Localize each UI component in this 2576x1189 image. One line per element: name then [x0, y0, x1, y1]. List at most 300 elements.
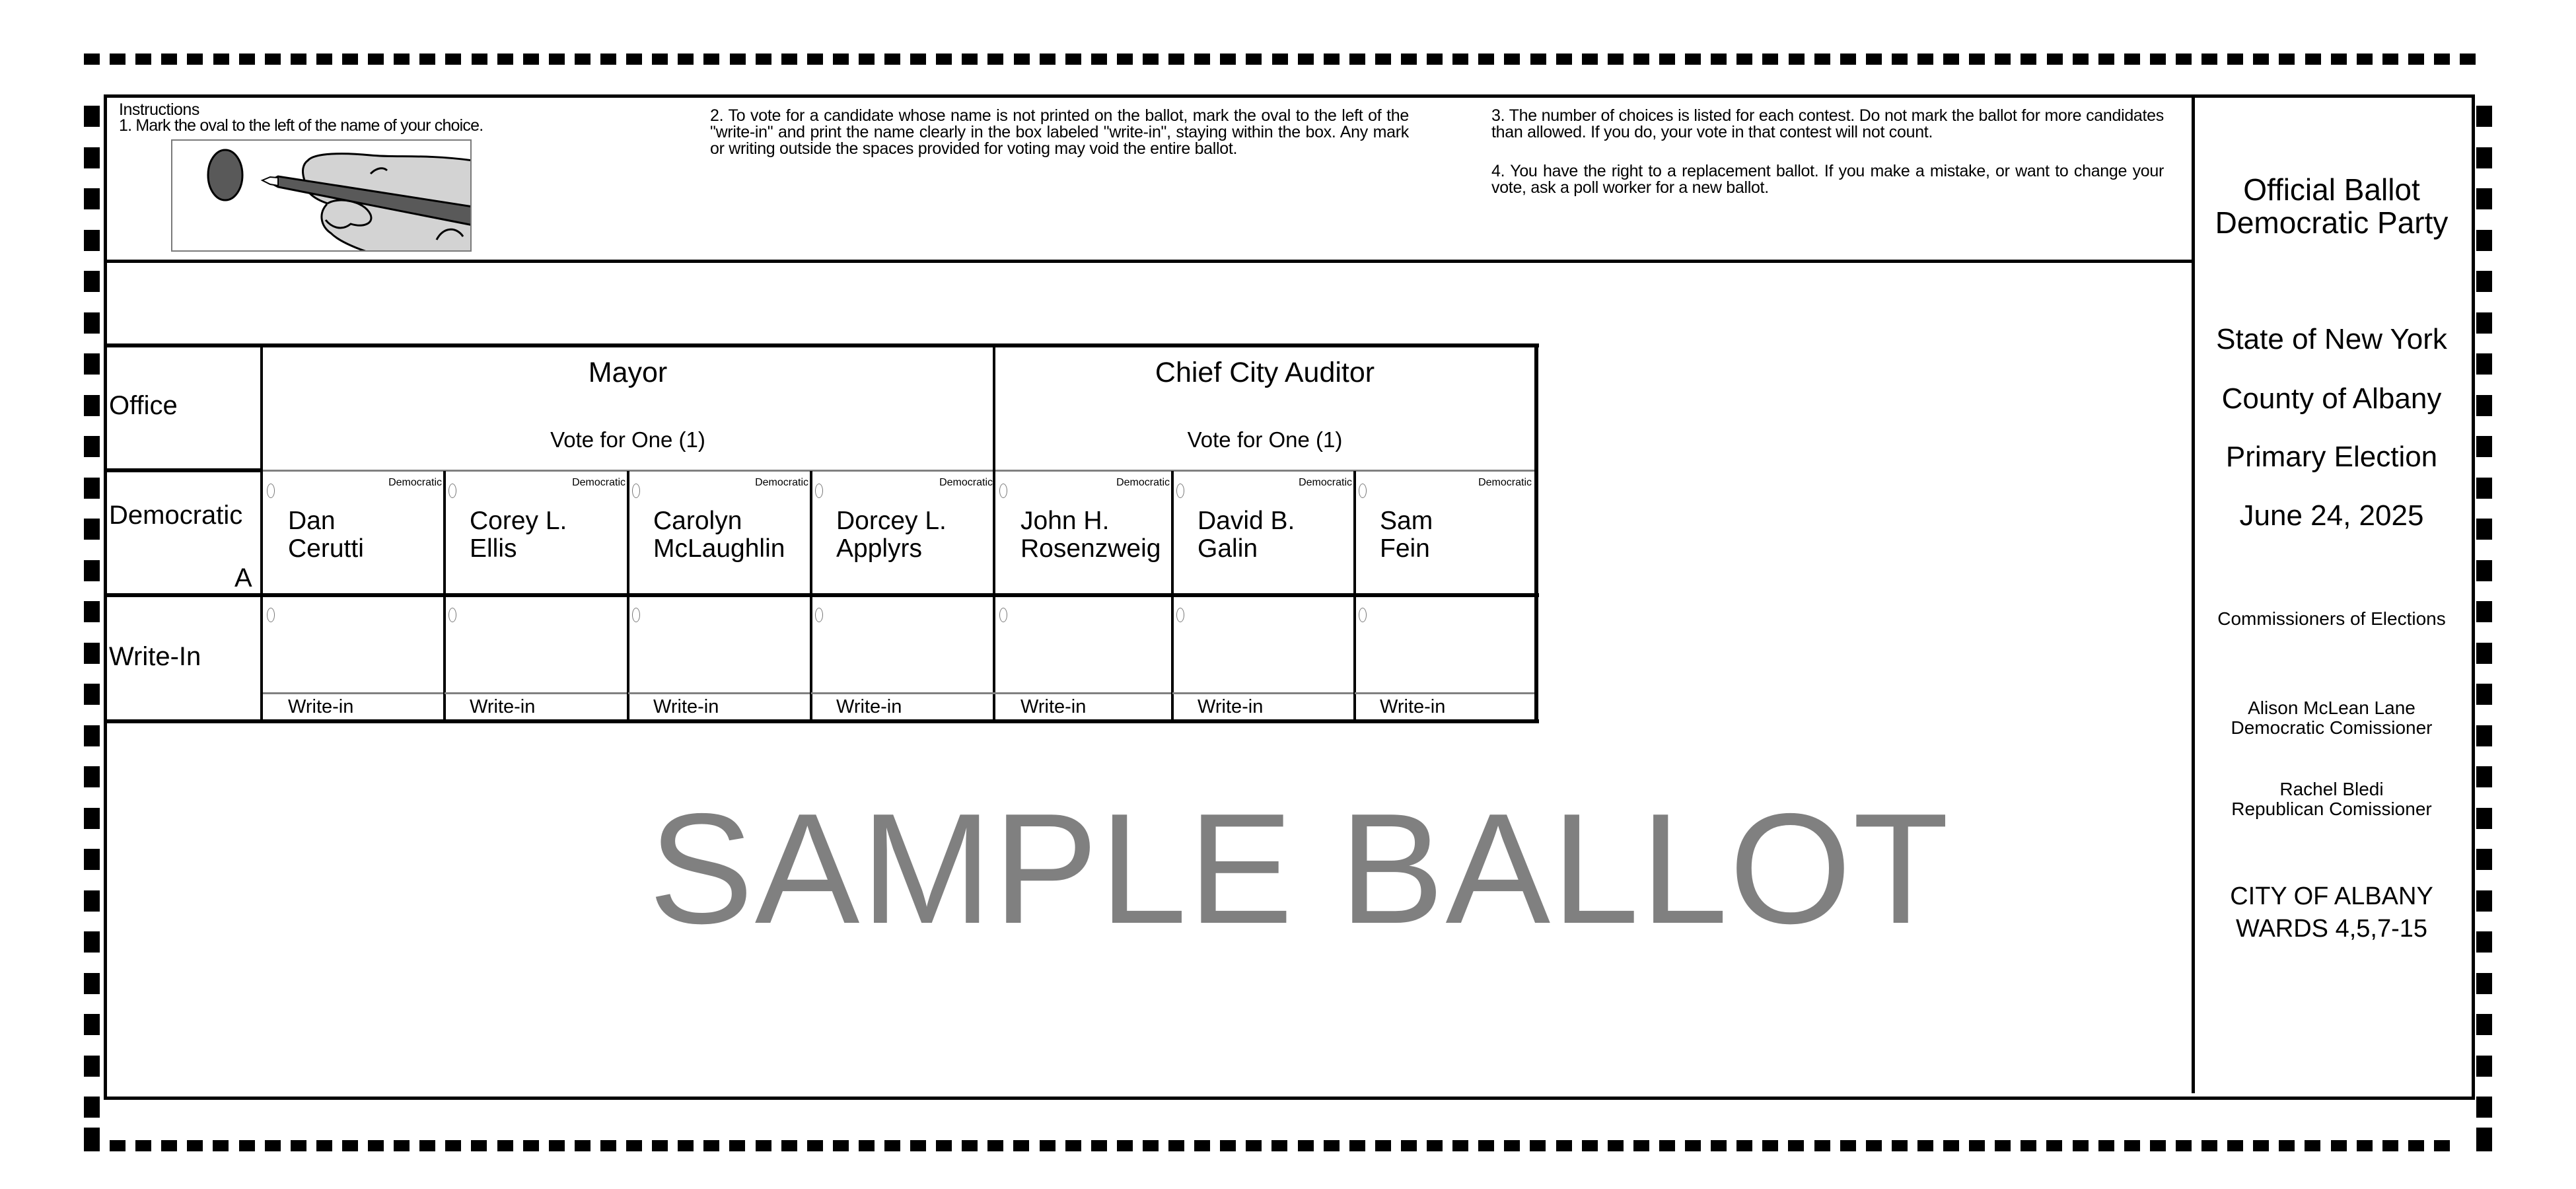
timing-mark [2476, 931, 2492, 953]
timing-mark [213, 1140, 229, 1151]
timing-mark [213, 54, 229, 65]
timing-mark [2476, 890, 2492, 912]
candidate-name [288, 507, 364, 563]
timing-mark [2357, 1140, 2373, 1151]
vote-oval[interactable] [632, 484, 640, 498]
timing-mark [239, 1140, 255, 1151]
timing-mark [2476, 725, 2492, 746]
instructions-heading: Instructions [119, 100, 199, 119]
timing-mark [2476, 353, 2492, 375]
vote-oval[interactable] [999, 484, 1007, 498]
timing-mark [1995, 54, 2011, 65]
timing-mark [600, 54, 616, 65]
timing-mark [1917, 54, 1933, 65]
timing-mark [84, 1014, 100, 1035]
timing-mark [962, 54, 978, 65]
timing-mark [2279, 1140, 2295, 1151]
timing-mark [1711, 54, 1727, 65]
timing-mark [1892, 54, 1908, 65]
timing-mark [316, 54, 332, 65]
sample-ballot-watermark: SAMPLE BALLOT [649, 781, 1950, 956]
timing-mark [1168, 1140, 1184, 1151]
candidate-cell[interactable] [263, 472, 445, 593]
timing-mark [575, 1140, 590, 1151]
candidate-first-name: Corey L. [470, 507, 567, 535]
timing-mark [1504, 1140, 1520, 1151]
timing-mark [2476, 766, 2492, 787]
timing-mark [2176, 54, 2192, 65]
timing-mark [2476, 436, 2492, 457]
timing-mark [2476, 395, 2492, 416]
instruction-4: 4. You have the right to a replacement ballot. If you make a mistake, or want to change your vote, ask a poll worker for a new ballot. [1491, 162, 2164, 197]
timing-mark [1840, 54, 1856, 65]
timing-mark [859, 54, 875, 65]
timing-mark [2476, 1014, 2492, 1035]
timing-mark [626, 54, 642, 65]
write-in-label: Write-in [653, 696, 719, 717]
row-label-party: Democratic [109, 501, 243, 530]
timing-mark [781, 1140, 797, 1151]
timing-mark [678, 54, 694, 65]
ballot-title-line2: Democratic Party [2215, 205, 2449, 240]
write-in-oval[interactable] [267, 608, 275, 622]
timing-mark [1168, 54, 1184, 65]
timing-mark [84, 271, 100, 292]
timing-mark [523, 1140, 539, 1151]
timing-mark [1866, 1140, 1882, 1151]
timing-mark [1091, 54, 1107, 65]
write-in-oval[interactable] [448, 608, 456, 622]
candidate-last-name: Cerutti [288, 534, 364, 563]
timing-mark [135, 54, 151, 65]
timing-mark [2476, 478, 2492, 499]
table-right-border [1534, 343, 1538, 723]
timing-mark [833, 1140, 849, 1151]
candidate-party: Democratic [572, 477, 626, 488]
timing-mark [1324, 54, 1340, 65]
timing-mark [2408, 54, 2424, 65]
timing-mark [2098, 54, 2114, 65]
candidate-last-name: Fein [1380, 534, 1430, 563]
timing-mark [187, 1140, 203, 1151]
timing-mark [1633, 54, 1649, 65]
timing-mark [1117, 1140, 1133, 1151]
timing-mark [1246, 1140, 1262, 1151]
timing-mark [84, 890, 100, 912]
timing-mark [472, 54, 487, 65]
timing-mark [2476, 106, 2492, 127]
candidate-name [653, 507, 785, 563]
timing-mark [2476, 1056, 2492, 1077]
jurisdiction-line2: WARDS 4,5,7-15 [2235, 915, 2428, 943]
candidate-name [1380, 507, 1433, 563]
timing-mark [394, 54, 410, 65]
write-in-oval[interactable] [1359, 608, 1367, 622]
timing-mark [84, 312, 100, 334]
timing-mark [1013, 1140, 1029, 1151]
timing-mark [1065, 1140, 1081, 1151]
timing-mark [84, 106, 100, 127]
timing-mark [807, 1140, 823, 1151]
timing-mark [2476, 973, 2492, 994]
timing-mark [316, 1140, 332, 1151]
timing-mark [1040, 54, 1055, 65]
timing-mark [84, 766, 100, 787]
write-in-oval[interactable] [815, 608, 823, 622]
timing-mark [1814, 1140, 1830, 1151]
timing-mark [2476, 1128, 2492, 1151]
vote-for-mayor: Vote for One (1) [550, 427, 705, 452]
timing-mark [1943, 54, 1959, 65]
timing-mark [756, 54, 771, 65]
timing-mark [2476, 519, 2492, 540]
timing-mark [1143, 54, 1159, 65]
timing-mark [1530, 54, 1546, 65]
timing-mark [987, 1140, 1003, 1151]
timing-mark [1762, 1140, 1778, 1151]
timing-mark [1608, 1140, 1624, 1151]
timing-mark [1917, 1140, 1933, 1151]
timing-mark [1969, 1140, 1985, 1151]
candidate-cell[interactable] [811, 472, 995, 593]
timing-mark [1194, 1140, 1210, 1151]
commissioner-2-name: Rachel Bledi [2279, 779, 2384, 799]
timing-mark [2460, 54, 2476, 65]
write-in-label: Write-in [470, 696, 536, 717]
timing-mark [910, 1140, 926, 1151]
timing-mark [445, 54, 461, 65]
write-in-oval[interactable] [632, 608, 640, 622]
timing-mark [2073, 54, 2089, 65]
timing-mark [1014, 54, 1030, 65]
write-in-cell[interactable] [445, 597, 628, 719]
timing-mark [1220, 1140, 1236, 1151]
contest-title-auditor: Chief City Auditor [1155, 357, 1375, 388]
write-in-label: Write-in [288, 696, 354, 717]
timing-mark [962, 1140, 978, 1151]
instruction-2: 2. To vote for a candidate whose name is not printed on the ballot, mark the oval to the left of the "write-in" and print the name clearly in the box labeled "write-in", staying within the box. Any mark or writing outside the spaces provided for voting may void the entire ballot. [710, 106, 1409, 158]
timing-mark [1736, 54, 1752, 65]
vote-oval[interactable] [1176, 484, 1184, 498]
timing-mark [1375, 1140, 1391, 1151]
timing-mark [2305, 1140, 2320, 1151]
vote-oval[interactable] [1359, 484, 1367, 498]
timing-mark [1633, 1140, 1649, 1151]
timing-mark [1246, 54, 1262, 65]
write-in-oval[interactable] [999, 608, 1007, 622]
timing-mark [1659, 54, 1675, 65]
timing-mark [807, 54, 823, 65]
timing-mark [1943, 1140, 1959, 1151]
candidate-party: Democratic [388, 477, 442, 488]
county-label: County of Albany [2221, 382, 2442, 415]
timing-mark [1892, 1140, 1908, 1151]
candidate-name [470, 507, 567, 563]
timing-mark [84, 1128, 100, 1151]
timing-mark [781, 54, 797, 65]
candidate-cell[interactable] [1355, 472, 1534, 593]
commissioner-2-title: Republican Comissioner [2231, 799, 2432, 819]
timing-mark [523, 54, 539, 65]
timing-mark [445, 1140, 461, 1151]
candidate-cell[interactable] [995, 472, 1172, 593]
timing-mark [1401, 54, 1417, 65]
timing-mark [84, 147, 100, 168]
timing-mark [1685, 1140, 1701, 1151]
timing-mark [84, 188, 100, 209]
jurisdiction-line1: CITY OF ALBANY [2230, 883, 2433, 910]
timing-mark [2046, 1140, 2062, 1151]
timing-mark [1427, 1140, 1443, 1151]
timing-mark [1762, 54, 1778, 65]
timing-mark [833, 54, 849, 65]
timing-mark [1220, 54, 1236, 65]
timing-mark [2476, 1097, 2492, 1118]
timing-mark [1736, 1140, 1752, 1151]
timing-mark [84, 395, 100, 416]
timing-mark [1685, 54, 1701, 65]
write-in-cell[interactable] [628, 597, 811, 719]
candidate-first-name: Carolyn [653, 507, 742, 535]
vote-oval[interactable] [448, 484, 456, 498]
timing-mark [2434, 54, 2450, 65]
timing-mark [1065, 54, 1081, 65]
timing-mark [84, 519, 100, 540]
timing-mark [730, 54, 746, 65]
timing-mark [84, 601, 100, 622]
candidate-first-name: Sam [1380, 507, 1433, 535]
filled-oval-icon [208, 150, 242, 200]
row-label-office: Office [109, 391, 178, 420]
timing-mark [2357, 54, 2373, 65]
timing-mark [419, 1140, 435, 1151]
timing-mark [2201, 1140, 2217, 1151]
timing-mark [2227, 1140, 2243, 1151]
timing-mark [2476, 230, 2492, 251]
timing-mark [1272, 54, 1288, 65]
timing-mark [265, 1140, 281, 1151]
timing-mark [1452, 54, 1468, 65]
timing-mark [110, 1140, 125, 1151]
vote-oval[interactable] [267, 484, 275, 498]
timing-mark [884, 1140, 900, 1151]
instruction-1: 1. Mark the oval to the left of the name of your choice. [119, 116, 483, 135]
timing-mark [2476, 312, 2492, 334]
candidate-party: Democratic [1116, 477, 1170, 488]
timing-mark [756, 1140, 771, 1151]
timing-mark [703, 1140, 719, 1151]
candidate-cell[interactable] [445, 472, 628, 593]
timing-mark [84, 1097, 100, 1118]
timing-mark [84, 849, 100, 870]
timing-mark [2176, 1140, 2192, 1151]
write-in-cell[interactable] [995, 597, 1172, 719]
candidate-last-name: McLaughlin [653, 534, 785, 563]
write-in-cell[interactable] [1172, 597, 1355, 719]
timing-mark [1866, 54, 1882, 65]
timing-mark [84, 973, 100, 994]
timing-mark [2476, 188, 2492, 209]
write-in-cell[interactable] [263, 597, 445, 719]
timing-mark [652, 54, 668, 65]
timing-mark [703, 54, 719, 65]
timing-mark [471, 1140, 487, 1151]
timing-mark [394, 1140, 410, 1151]
timing-mark [291, 54, 306, 65]
write-in-label: Write-in [836, 696, 902, 717]
timing-mark [1789, 54, 1805, 65]
timing-mark [2476, 849, 2492, 870]
timing-mark [368, 1140, 384, 1151]
timing-mark [1711, 1140, 1727, 1151]
timing-mark [1478, 54, 1494, 65]
timing-mark [2201, 54, 2217, 65]
timing-mark [1194, 54, 1210, 65]
timing-mark [2382, 54, 2398, 65]
timing-mark [497, 54, 513, 65]
write-in-label: Write-in [1020, 696, 1087, 717]
timing-mark [678, 1140, 694, 1151]
timing-mark [161, 54, 177, 65]
timing-mark [600, 1140, 616, 1151]
timing-mark [265, 54, 281, 65]
timing-mark [291, 1140, 306, 1151]
timing-mark [1298, 1140, 1314, 1151]
timing-mark [2331, 54, 2347, 65]
timing-mark [1969, 54, 1985, 65]
timing-mark [2227, 54, 2243, 65]
timing-mark [419, 54, 435, 65]
contest-title-mayor: Mayor [588, 357, 668, 388]
timing-mark [368, 54, 384, 65]
timing-mark [2124, 54, 2140, 65]
write-in-oval[interactable] [1176, 608, 1184, 622]
state-label: State of New York [2216, 323, 2447, 355]
illustration-svg [172, 141, 472, 252]
candidate-party: Democratic [755, 477, 808, 488]
candidate-name [1198, 507, 1295, 563]
vote-for-auditor: Vote for One (1) [1187, 427, 1343, 452]
timing-mark [549, 54, 565, 65]
timing-mark [1478, 1140, 1494, 1151]
timing-mark [1091, 1140, 1107, 1151]
timing-mark [1117, 54, 1133, 65]
timing-mark [884, 54, 900, 65]
timing-mark [2382, 1140, 2398, 1151]
commissioner-1-title: Democratic Comissioner [2231, 717, 2433, 738]
vote-oval[interactable] [815, 484, 823, 498]
timing-mark [2434, 1140, 2450, 1151]
timing-mark [1582, 1140, 1598, 1151]
timing-mark [1556, 1140, 1572, 1151]
timing-mark [1452, 1140, 1468, 1151]
timing-mark [84, 478, 100, 499]
timing-mark [2124, 1140, 2140, 1151]
timing-mark [1349, 1140, 1365, 1151]
timing-mark [84, 725, 100, 746]
timing-mark [2047, 54, 2063, 65]
timing-mark [342, 1140, 358, 1151]
candidate-cell[interactable] [1172, 472, 1355, 593]
timing-mark [84, 436, 100, 457]
write-in-cell[interactable] [811, 597, 995, 719]
timing-mark [84, 560, 100, 581]
election-type-label: Primary Election [2225, 441, 2438, 473]
timing-mark [2408, 1140, 2424, 1151]
timing-mark [84, 684, 100, 705]
candidate-party: Democratic [1478, 477, 1532, 488]
timing-mark [2305, 54, 2321, 65]
timing-mark [2476, 147, 2492, 168]
timing-mark [987, 54, 1003, 65]
timing-mark [2476, 808, 2492, 829]
timing-mark [549, 1140, 565, 1151]
hand-marking-oval-illustration [171, 139, 472, 252]
timing-mark [187, 54, 203, 65]
timing-mark [2279, 54, 2295, 65]
timing-mark [1608, 54, 1624, 65]
timing-mark [84, 643, 100, 664]
timing-mark [342, 54, 358, 65]
candidate-last-name: Rosenzweig [1020, 534, 1161, 563]
timing-mark [2476, 684, 2492, 705]
timing-mark [1504, 54, 1520, 65]
timing-mark [575, 54, 590, 65]
timing-mark [2331, 1140, 2347, 1151]
timing-mark [936, 1140, 952, 1151]
election-date: June 24, 2025 [2239, 499, 2424, 532]
timing-mark [84, 808, 100, 829]
candidate-name [836, 507, 947, 563]
timing-mark [2150, 54, 2166, 65]
candidate-last-name: Applyrs [836, 534, 923, 563]
timing-mark [2253, 54, 2269, 65]
timing-mark [135, 1140, 151, 1151]
timing-mark [1582, 54, 1598, 65]
timing-mark [2476, 601, 2492, 622]
candidate-cell[interactable] [628, 472, 811, 593]
ballot-title-line1: Official Ballot [2243, 172, 2420, 207]
office-party-divider [106, 468, 263, 472]
party-row-code: A [234, 563, 252, 593]
candidate-first-name: John H. [1020, 507, 1110, 535]
candidate-party: Democratic [1299, 477, 1352, 488]
timing-mark [84, 54, 100, 65]
timing-mark [910, 54, 926, 65]
timing-mark [1814, 54, 1830, 65]
write-in-cell[interactable] [1355, 597, 1534, 719]
timing-mark [1556, 54, 1572, 65]
write-in-label: Write-in [1198, 696, 1264, 717]
timing-mark [1040, 1140, 1055, 1151]
timing-mark [2476, 560, 2492, 581]
timing-mark [2253, 1140, 2269, 1151]
candidate-last-name: Galin [1198, 534, 1258, 563]
timing-mark [2073, 1140, 2089, 1151]
timing-mark [1143, 1140, 1159, 1151]
instruction-3: 3. The number of choices is listed for each contest. Do not mark the ballot for more candidates than allowed. If you do, your vote in that contest will not count. [1491, 106, 2164, 141]
timing-mark [729, 1140, 745, 1151]
timing-mark [2476, 643, 2492, 664]
candidate-first-name: David B. [1198, 507, 1295, 535]
candidate-last-name: Ellis [470, 534, 517, 563]
timing-mark [1995, 1140, 2011, 1151]
timing-mark [859, 1140, 875, 1151]
row-label-write-in: Write-In [109, 642, 201, 671]
timing-mark [1375, 54, 1391, 65]
timing-mark [1840, 1140, 1856, 1151]
candidate-first-name: Dorcey L. [836, 507, 947, 535]
